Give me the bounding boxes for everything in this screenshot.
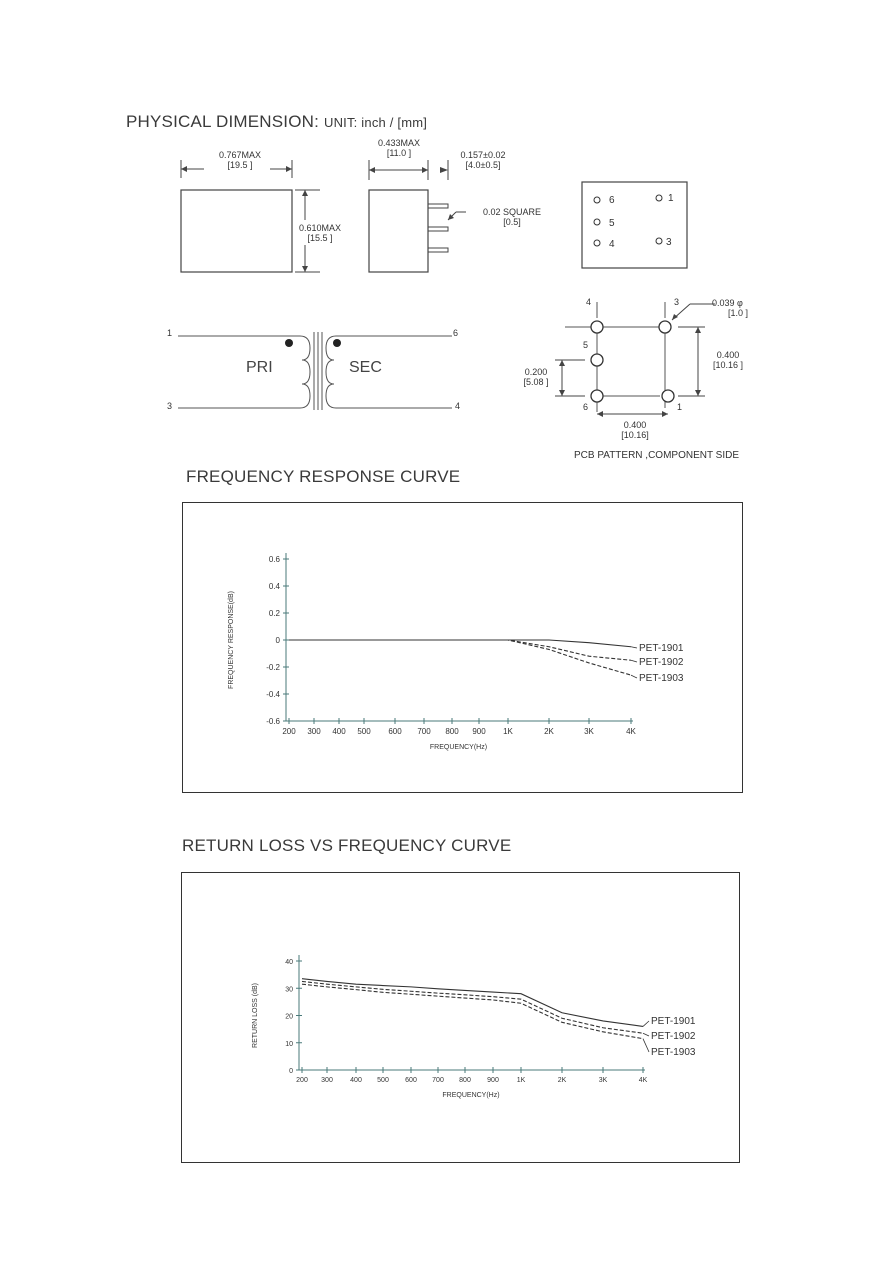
- x-axis-label: FREQUENCY(Hz): [429, 744, 488, 751]
- x-tick-label: 500: [357, 727, 371, 736]
- height-in-label: 0.610MAX: [298, 223, 342, 233]
- pitch-dimension: [516, 367, 556, 387]
- series-line-pet-1901: [302, 979, 643, 1027]
- pcb-pin-1: 1: [677, 402, 683, 412]
- x-tick-label: 800: [445, 727, 459, 736]
- x-tick-label: 900: [487, 1077, 499, 1084]
- x-tick-label: 4K: [638, 1077, 648, 1084]
- x-tick-label: 200: [296, 1077, 308, 1084]
- h-spacing-mm-label: [10.16]: [621, 430, 649, 440]
- height-dimension: [290, 223, 350, 243]
- x-tick-label: 1K: [516, 1077, 526, 1084]
- y-tick-label: 0: [275, 636, 280, 645]
- physical-dimension-heading: [126, 112, 427, 132]
- return-section-title: RETURN LOSS VS FREQUENCY CURVE: [182, 836, 512, 855]
- hole-dimension: [712, 298, 770, 318]
- x-tick-label: 1K: [503, 727, 513, 736]
- pin-length-in-label: 0.157±0.02: [460, 150, 506, 160]
- pin-length-dimension: [448, 150, 518, 170]
- y-tick-label: 40: [285, 959, 293, 966]
- return-chart-frame: [181, 872, 740, 1163]
- hole-in-label: 0.039 φ: [712, 298, 743, 308]
- legend-pet-1902: PET-1902: [639, 657, 684, 668]
- legend-leader: [631, 647, 637, 648]
- pitch-mm-label: [5.08 ]: [523, 377, 549, 387]
- transformer-schematic: [160, 322, 480, 417]
- top-pin-4: 4: [609, 239, 615, 250]
- x-tick-label: 800: [459, 1077, 471, 1084]
- legend-pet-1903: PET-1903: [651, 1047, 696, 1058]
- x-tick-label: 4K: [626, 727, 636, 736]
- top-view-pins: [580, 180, 690, 270]
- y-tick-label: 30: [285, 986, 293, 994]
- pin-square-dimension: [470, 207, 554, 227]
- top-pin-1: 1: [668, 193, 674, 204]
- top-pin-6: 6: [609, 195, 615, 206]
- x-axis-label: FREQUENCY(Hz): [442, 1092, 500, 1099]
- v-spacing-dimension: [705, 350, 751, 370]
- depth-mm-label: [11.0 ]: [386, 148, 412, 158]
- y-tick-label: -0.4: [266, 690, 280, 699]
- y-axis-label: RETURN LOSS (dB): [252, 983, 259, 1048]
- pcb-caption: PCB PATTERN ,COMPONENT SIDE: [574, 450, 740, 461]
- y-tick-label: 20: [285, 1013, 293, 1021]
- pin-square-mm-label: [0.5]: [503, 217, 521, 227]
- x-tick-label: 3K: [598, 1077, 608, 1084]
- y-tick-label: 0.6: [268, 555, 280, 564]
- x-tick-label: 500: [377, 1077, 389, 1084]
- width-in-label: 0.767MAX: [218, 150, 262, 160]
- legend-pet-1901: PET-1901: [639, 643, 684, 654]
- pcb-pin-4: 4: [586, 297, 592, 307]
- unit-label: UNIT: inch / [mm]: [323, 115, 428, 130]
- x-tick-label: 900: [472, 727, 486, 736]
- width-mm-label: [19.5 ]: [227, 160, 253, 170]
- top-pin-5: 5: [609, 218, 615, 229]
- x-tick-label: 400: [332, 727, 346, 736]
- schem-pin-6: 6: [453, 328, 459, 338]
- v-spacing-in-label: 0.400: [716, 350, 740, 360]
- top-pin-3: 3: [666, 237, 672, 248]
- x-tick-label: 700: [432, 1077, 444, 1084]
- series-line-pet-1903: [302, 984, 643, 1039]
- schem-pin-3: 3: [167, 401, 173, 411]
- depth-in-label: 0.433MAX: [377, 138, 421, 148]
- legend-pet-1903: PET-1903: [639, 673, 684, 684]
- legend-leader: [643, 1033, 649, 1036]
- pitch-in-label: 0.200: [524, 367, 548, 377]
- y-tick-label: -0.2: [266, 663, 280, 672]
- freq-section-title: FREQUENCY RESPONSE CURVE: [186, 467, 461, 486]
- freq-response-chart: [183, 503, 742, 792]
- series-line-pet-1901: [289, 640, 631, 647]
- sec-label: SEC: [349, 359, 382, 376]
- x-tick-label: 700: [417, 727, 431, 736]
- y-axis-label: FREQUENCY RESPONSE(dB): [228, 591, 235, 689]
- v-spacing-mm-label: [10.16 ]: [712, 360, 744, 370]
- freq-chart-frame: [182, 502, 743, 793]
- h-spacing-dimension: [610, 420, 660, 440]
- hole-mm-label: [1.0 ]: [728, 308, 749, 318]
- pcb-pin-5: 5: [583, 340, 589, 350]
- y-tick-label: -0.6: [266, 717, 280, 726]
- x-tick-label: 3K: [584, 727, 594, 736]
- x-tick-label: 300: [307, 727, 321, 736]
- y-tick-label: 0.4: [268, 582, 280, 591]
- legend-leader: [631, 675, 637, 678]
- x-tick-label: 2K: [557, 1077, 567, 1084]
- y-tick-label: 0: [289, 1068, 293, 1075]
- y-tick-label: 0.2: [268, 609, 280, 618]
- schem-pin-4: 4: [455, 401, 461, 411]
- schem-pin-1: 1: [167, 328, 173, 338]
- legend-pet-1902: PET-1902: [651, 1031, 696, 1042]
- x-tick-label: 2K: [544, 727, 554, 736]
- pin-square-in-label: 0.02 SQUARE: [482, 207, 542, 217]
- pin-length-mm-label: [4.0±0.5]: [465, 160, 501, 170]
- return-loss-chart: [182, 873, 739, 1162]
- legend-pet-1901: PET-1901: [651, 1016, 696, 1027]
- pri-label: PRI: [246, 359, 273, 376]
- series-line-pet-1902: [289, 640, 631, 660]
- h-spacing-in-label: 0.400: [623, 420, 647, 430]
- series-line-pet-1903: [289, 640, 631, 675]
- height-mm-label: [15.5 ]: [307, 233, 333, 243]
- front-view-drawing: [170, 150, 360, 280]
- x-tick-label: 200: [282, 727, 296, 736]
- y-tick-label: 10: [285, 1040, 293, 1048]
- legend-leader: [631, 660, 637, 662]
- x-tick-label: 600: [388, 727, 402, 736]
- pcb-pin-3: 3: [674, 297, 680, 307]
- pcb-pin-6: 6: [583, 402, 589, 412]
- x-tick-label: 300: [321, 1077, 333, 1084]
- x-tick-label: 600: [405, 1077, 417, 1084]
- legend-leader: [643, 1039, 649, 1052]
- x-tick-label: 400: [350, 1077, 362, 1084]
- physical-dimension-title: PHYSICAL DIMENSION:: [126, 112, 320, 131]
- legend-leader: [643, 1021, 649, 1026]
